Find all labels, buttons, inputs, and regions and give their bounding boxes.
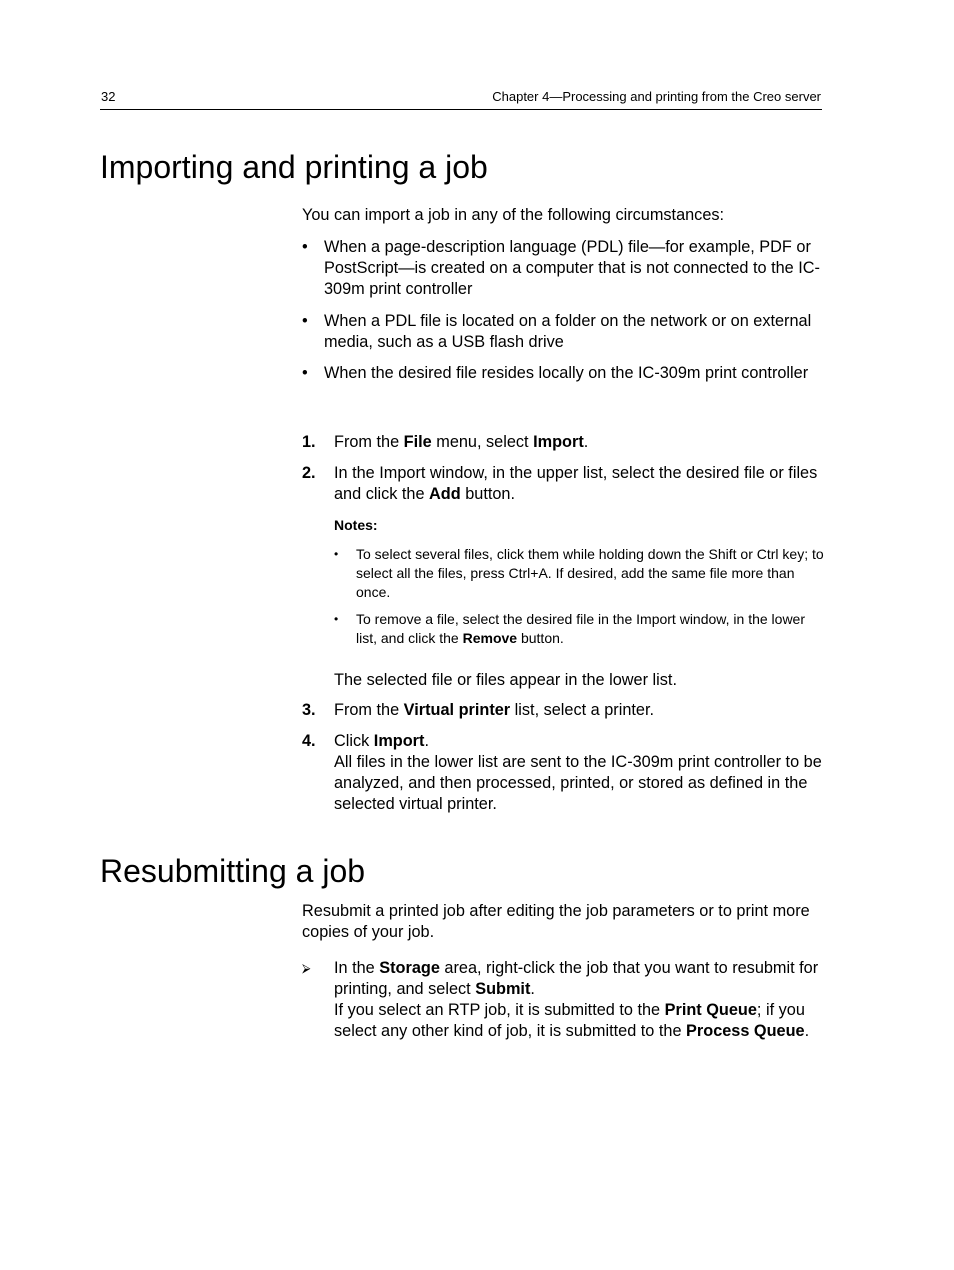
- step-text: From the Virtual printer list, select a printer.: [334, 701, 655, 719]
- section-intro: [302, 901, 822, 943]
- page-number: 32: [101, 89, 116, 104]
- intro-text: Resubmit a printed job after editing the job parameters or to print more copies of your job.: [302, 902, 810, 941]
- step-number: 1.: [302, 433, 316, 451]
- step-text: Click Import. All files in the lower list are sent to the IC-309m print controller to be analyzed, and then processed, printed, or stored as defined in the selected virtual printer.: [334, 732, 822, 813]
- step-number: 3.: [302, 701, 316, 719]
- step-text: In the Import window, in the upper list, select the desired file or files and click the Add button.: [334, 464, 818, 503]
- header-divider: [100, 109, 822, 110]
- section-heading-importing: Importing and printing a job: [100, 149, 488, 185]
- result-text: The selected file or files appear in the lower list.: [334, 671, 677, 689]
- step-text: In the Storage area, right-click the job that you want to resubmit for printing, and select Submit. If you select an RTP job, it is submitted to the Print Queue; if you select any other kind of job, it is submitted to the Process Queue.: [334, 959, 819, 1040]
- bullet-text: When the desired file resides locally on the IC-309m print controller: [324, 364, 809, 382]
- step-number: 4.: [302, 732, 316, 750]
- intro-text: You can import a job in any of the following circumstances:: [302, 206, 725, 224]
- notes-label: Notes:: [334, 517, 378, 533]
- section-heading-resubmitting: Resubmitting a job: [100, 853, 366, 889]
- arrow-bullet-icon: ⮚: [302, 961, 311, 975]
- step-text: From the File menu, select Import.: [334, 433, 589, 451]
- chapter-title: Chapter 4—Processing and printing from the Creo server: [492, 89, 821, 104]
- note-text: To select several files, click them while holding down the Shift or Ctrl key; to select all the files, press Ctrl+A. If desired, add the same file more than once.: [356, 546, 824, 600]
- bullet-icon: •: [334, 547, 339, 561]
- section-intro: [302, 205, 832, 226]
- bullet-text: When a page-description language (PDL) file—for example, PDF or PostScript—is created on a computer that is not connected to the IC-309m print controller: [324, 238, 820, 298]
- bullet-icon: •: [302, 238, 308, 256]
- bullet-icon: •: [302, 312, 308, 330]
- note-text: To remove a file, select the desired file in the Import window, in the lower list, and click the Remove button.: [356, 611, 805, 646]
- bullet-icon: •: [334, 612, 339, 626]
- bullet-text: When a PDL file is located on a folder on the network or on external media, such as a USB flash drive: [324, 312, 812, 351]
- bullet-icon: •: [302, 364, 308, 382]
- step-number: 2.: [302, 464, 316, 482]
